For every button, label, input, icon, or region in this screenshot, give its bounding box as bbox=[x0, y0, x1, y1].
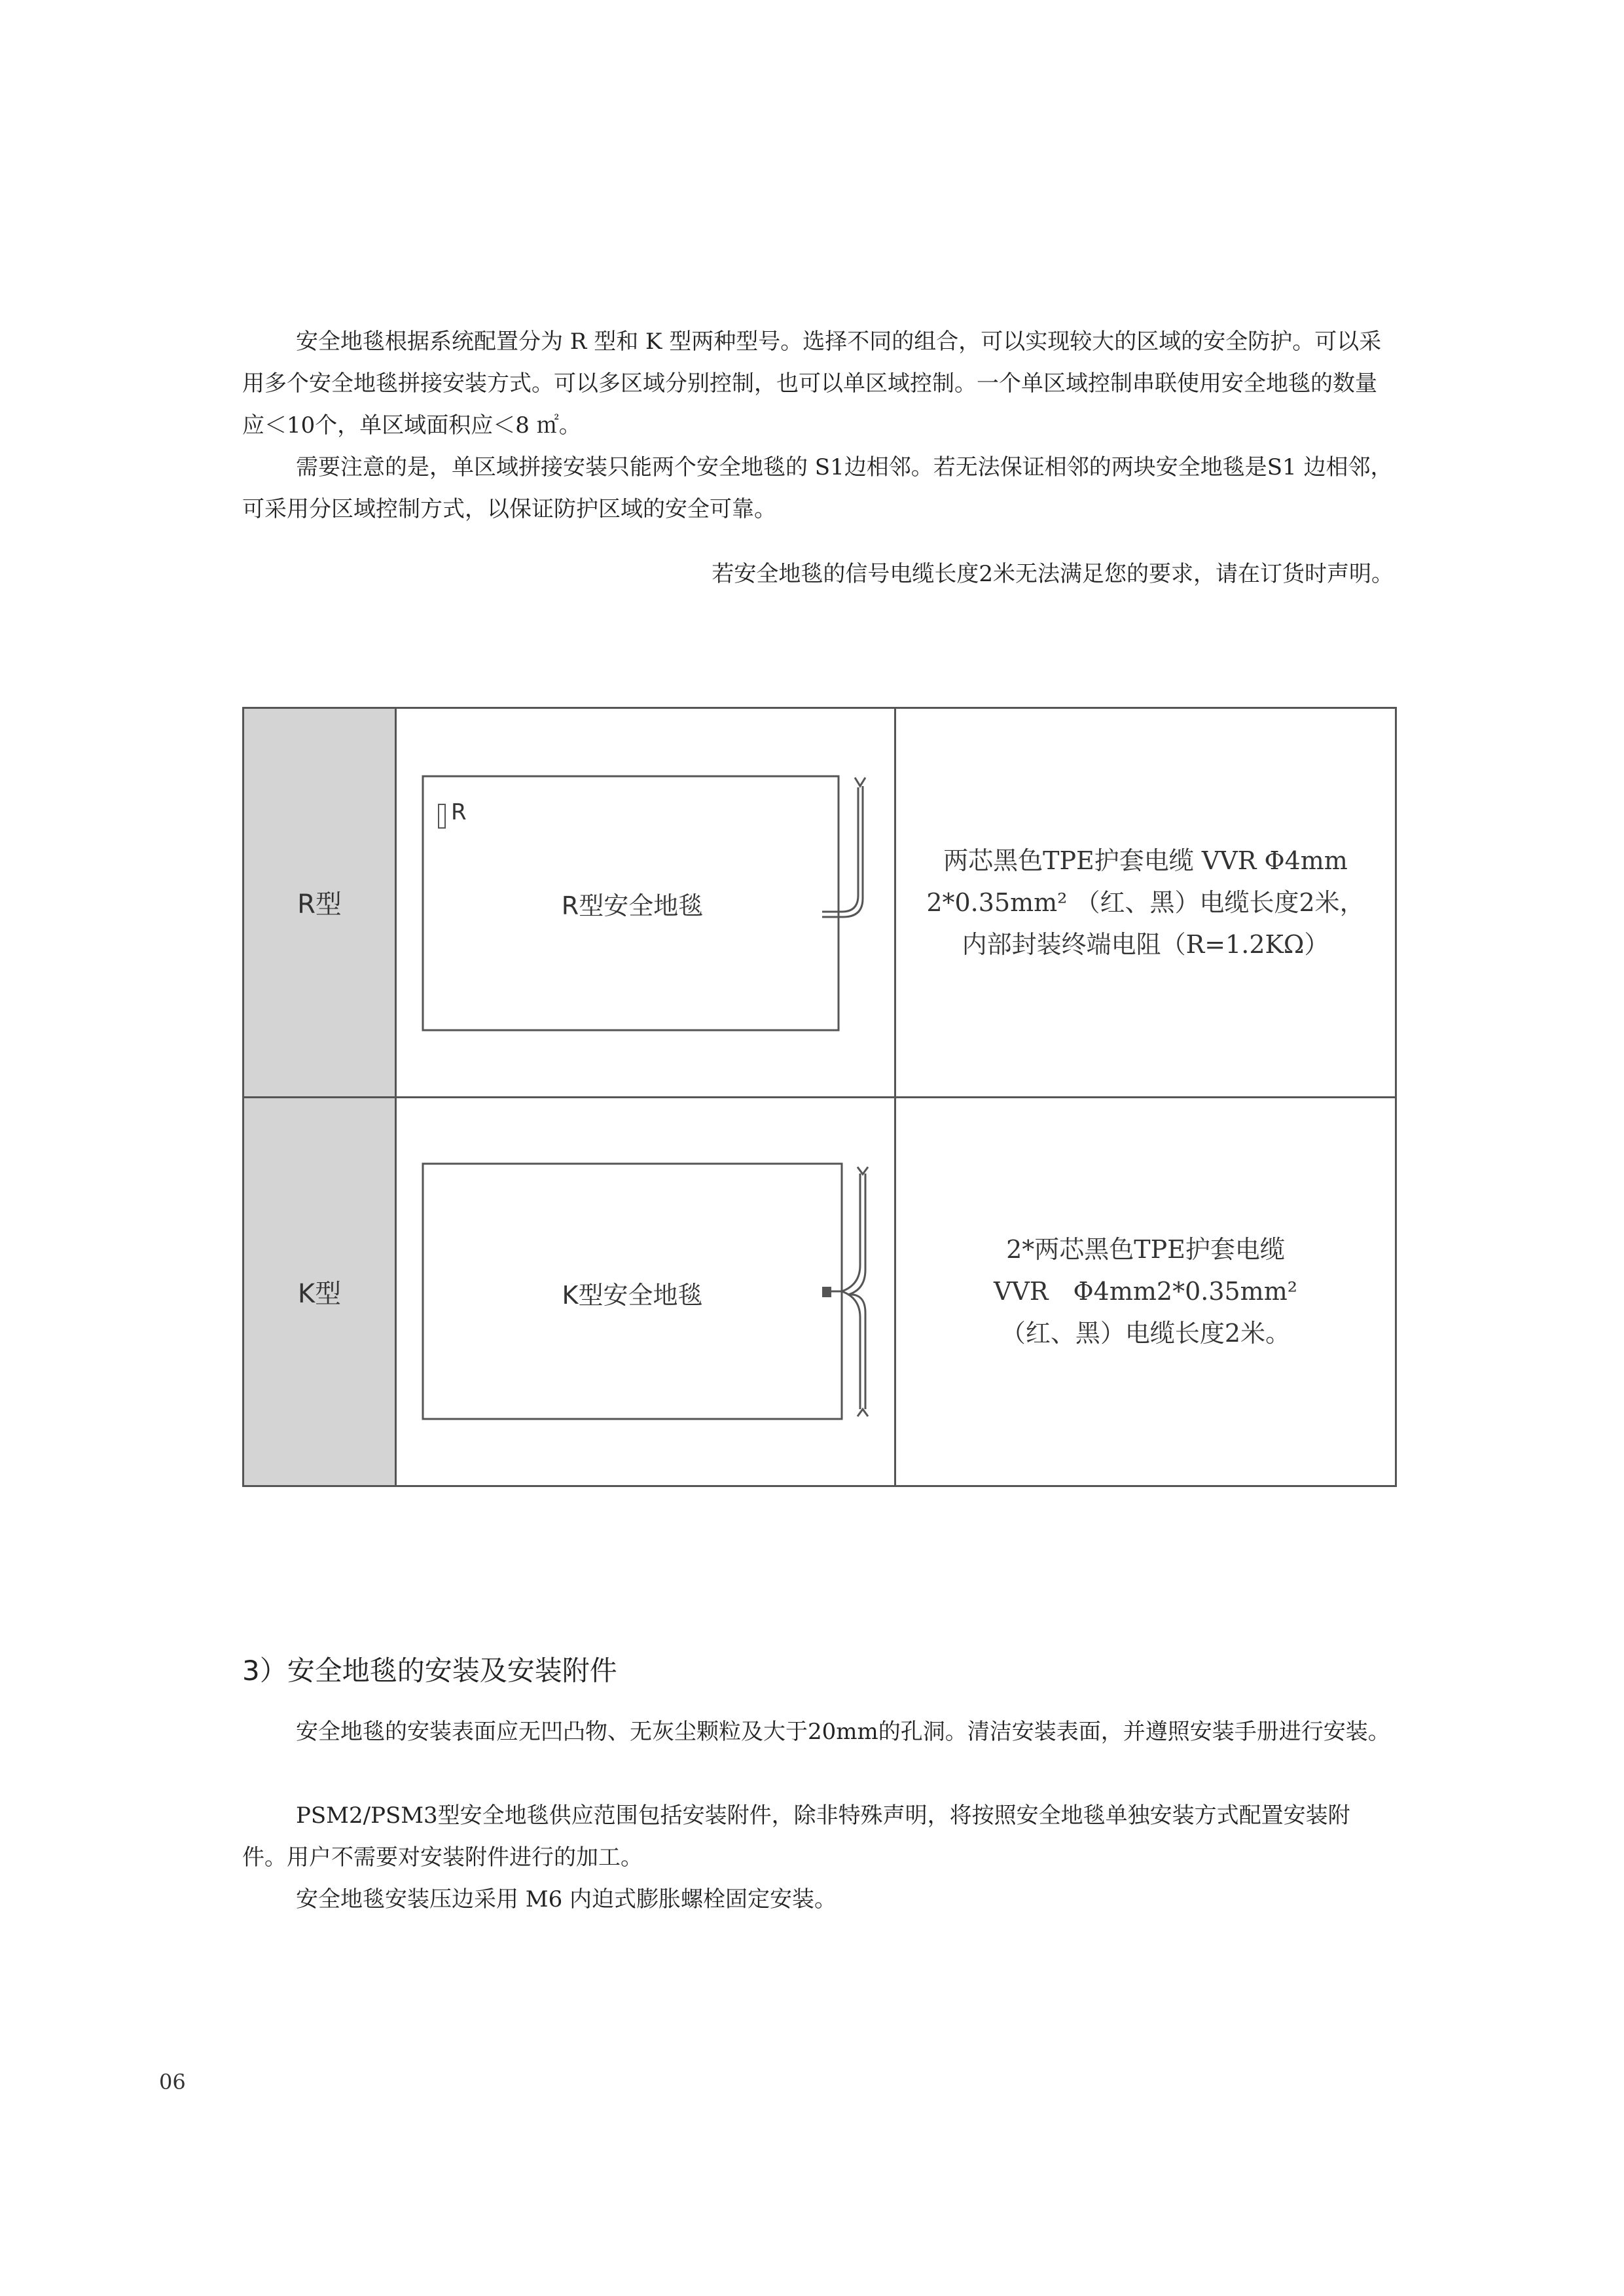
section-3-paragraph-1: 安全地毯的安装表面应无凹凸物、无灰尘颗粒及大于20mm的孔洞。清洁安装表面，并遵照安装手册进行安装。 bbox=[296, 1719, 1390, 1745]
page-number: 06 bbox=[159, 2070, 186, 2094]
section-3-paragraph-2: PSM2/PSM3型安全地毯供应范围包括安装附件，除非特殊声明，将按照安全地毯单独安装方式配置安装附件。用户不需要对安装附件进行的加工。 bbox=[242, 1803, 1350, 1871]
desc-line: 2*两芯黑色TPE护套电缆 bbox=[1006, 1235, 1285, 1265]
desc-line: 2*0.35mm² （红、黑）电缆长度2米， bbox=[926, 888, 1365, 917]
r-type-diagram-cell bbox=[396, 708, 895, 1098]
table-row-r-type bbox=[244, 708, 1396, 1098]
section-3-paragraph-3: 安全地毯安装压边采用 M6 内迫式膨胀螺栓固定安装。 bbox=[296, 1886, 837, 1912]
k-cable-lower-outer bbox=[848, 1294, 865, 1408]
k-type-diagram bbox=[397, 1098, 894, 1486]
k-cable-end-top-icon bbox=[857, 1167, 868, 1174]
table-row-k-type bbox=[244, 1097, 1396, 1486]
intro-paragraph-2: 需要注意的是，单区域拼接安装只能两个安全地毯的 S1边相邻。若无法保证相邻的两块安全地毯是S1 边相邻，可采用分区域控制方式，以保证防护区域的安全可靠。 bbox=[242, 454, 1393, 522]
cable-length-note: 若安全地毯的信号电缆长度2米无法满足您的要求，请在订货时声明。 bbox=[712, 561, 1394, 587]
k-type-description bbox=[895, 1097, 1396, 1486]
intro-paragraph-1: 安全地毯根据系统配置分为 R 型和 K 型两种型号。选择不同的组合，可以实现较大的区域的安全防护。可以采用多个安全地毯拼接安装方式。可以多区域分别控制，也可以单区域控制。一个单区域控制串联使用安全地毯的数量应＜10个，单区域面积应＜8 ㎡。 bbox=[242, 329, 1382, 439]
desc-line: （红、黑）电缆长度2米。 bbox=[1000, 1319, 1291, 1348]
mat-type-table bbox=[242, 707, 1397, 1487]
r-type-label: R型 bbox=[244, 708, 396, 1098]
k-type-diagram-cell bbox=[396, 1097, 895, 1486]
r-type-description bbox=[895, 708, 1396, 1098]
desc-line: 内部封装终端电阻（R=1.2KΩ） bbox=[962, 929, 1329, 959]
k-cable-upper bbox=[829, 1174, 860, 1291]
r-type-diagram bbox=[397, 709, 894, 1096]
resistor-label: R bbox=[451, 799, 467, 825]
k-cable-lower bbox=[842, 1291, 860, 1409]
desc-line: 两芯黑色TPE护套电缆 VVR Φ4mm bbox=[943, 846, 1348, 875]
k-type-label: K型 bbox=[244, 1097, 396, 1486]
k-cable-end-bottom-icon bbox=[857, 1409, 868, 1416]
r-cable-end-icon bbox=[855, 778, 865, 786]
resistor-icon bbox=[439, 804, 445, 828]
k-mat-title: K型安全地毯 bbox=[562, 1280, 703, 1310]
desc-line: VVR Φ4mm2*0.35mm² bbox=[994, 1277, 1297, 1306]
section-3-heading: 3）安全地毯的安装及安装附件 bbox=[242, 1655, 617, 1687]
k-cable-upper-outer bbox=[848, 1174, 865, 1295]
r-mat-title: R型安全地毯 bbox=[561, 891, 704, 920]
